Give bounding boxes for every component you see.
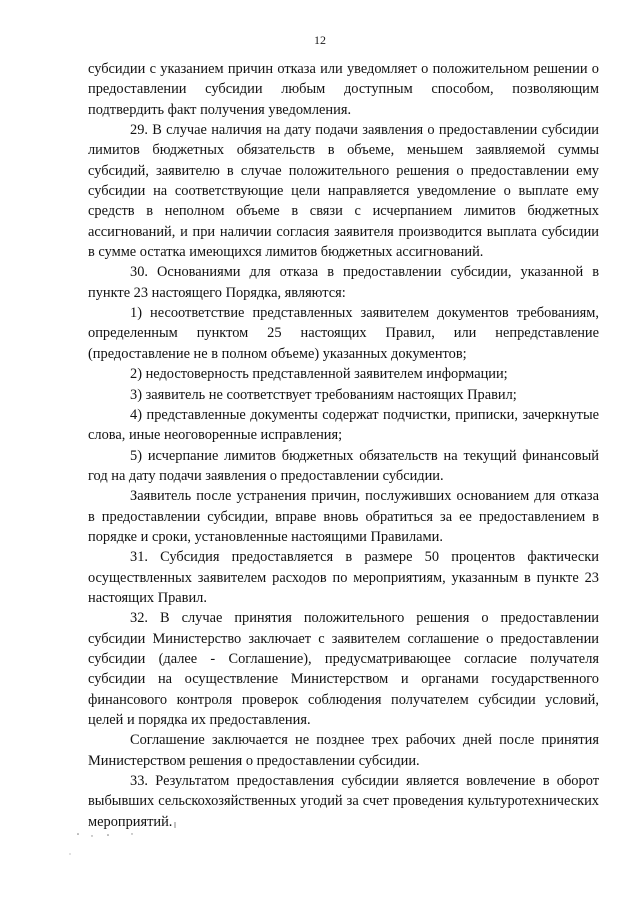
paragraph-29: 29. В случае наличия на дату подачи заявления о предоставлении субсидии лимитов бюджетных обязательств в объеме, меньшем заявляемой суммы субсидий, заявителю в случае положительного решения о предоставлении ему субсидии на соответствующие цели направляется уведомление о выплате ему средств в неполном объеме в связи с исчерпанием лимитов бюджетных ассигнований, и при наличии согласия заявителя производится выплата субсидии в сумме остатка имеющихся лимитов бюджетных ассигнований. [88, 122, 599, 261]
paragraph-31: 31. Субсидия предоставляется в размере 50 процентов фактически осуществленных заявителем расходов по мероприятиям, указанным в пункте 23 настоящих Правил. [88, 549, 599, 606]
paragraph-30-item-1: 1) несоответствие представленных заявителем документов требованиям, определенным пунктом 25 настоящих Правил, или непредставление (предоставление не в полном объеме) указанных документов; [88, 305, 599, 362]
page-number: 12 [314, 33, 326, 47]
paragraph-32: 32. В случае принятия положительного решения о предоставлении субсидии Министерство заключает с заявителем соглашение о предоставлении субсидии (далее - Соглашение), предусматривающее согласие получателя субсидии на осуществление Министерством и органами государственного финансового контроля проверок соблюдения получателем субсидии условий, целей и порядка их предоставления. [88, 610, 599, 728]
scan-specks [60, 820, 200, 860]
paragraph-30-item-3: 3) заявитель не соответствует требованиям настоящих Правил; [130, 386, 517, 403]
paragraph-32-agreement: Соглашение заключается не позднее трех рабочих дней после принятия Министерством решения о предоставлении субсидии. [88, 732, 599, 769]
paragraph-30: 30. Основаниями для отказа в предоставлении субсидии, указанной в пункте 23 настоящего Порядка, являются: [88, 264, 599, 301]
paragraph-33: 33. Результатом предоставления субсидии является вовлечение в оборот выбывших сельскохозяйственных угодий за счет проведения культуротехнических мероприятий. [88, 773, 599, 830]
paragraph-30-item-2: 2) недостоверность представленной заявителем информации; [130, 366, 508, 383]
paragraph-continuation: субсидии с указанием причин отказа или уведомляет о положительном решении о предоставлении субсидии любым доступным способом, позволяющим подтвердить факт получения уведомления. [88, 61, 599, 118]
paragraph-30-item-4: 4) представленные документы содержат подчистки, приписки, зачеркнутые слова, иные неоговоренные исправления; [88, 406, 599, 444]
document-body [88, 59, 599, 832]
paragraph-30-reapply: Заявитель после устранения причин, послуживших основанием для отказа в предоставлении субсидии, вправе вновь обратиться за ее предоставлением в порядке и сроки, установленные настоящими Правилами. [88, 488, 599, 545]
paragraph-30-item-5: 5) исчерпание лимитов бюджетных обязательств на текущий финансовый год на дату подачи заявления о предоставлении субсидии. [88, 447, 599, 484]
